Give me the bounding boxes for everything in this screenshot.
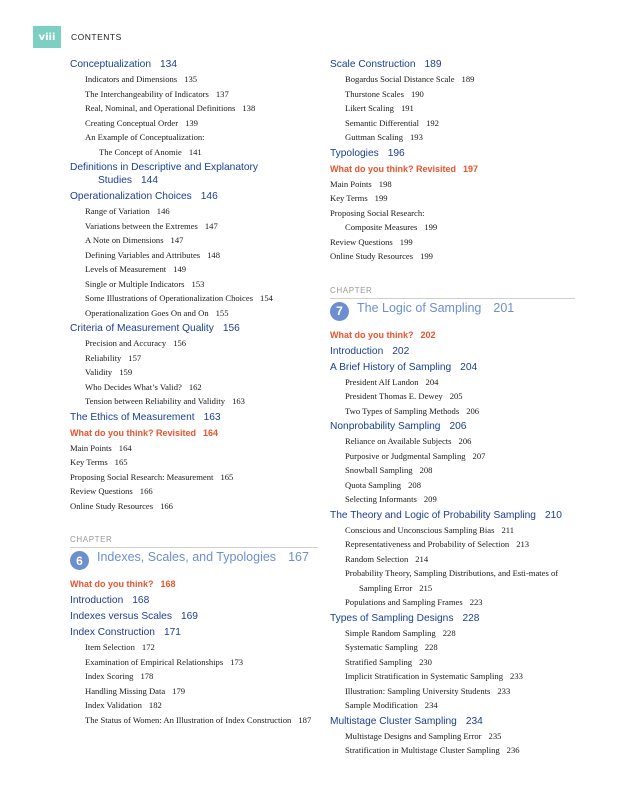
toc-page-number: 190	[410, 88, 424, 99]
toc-page-number: 135	[184, 74, 198, 84]
toc-page-number: 182	[148, 700, 162, 710]
toc-entry-title: Stratification in Multistage Cluster Sampling	[345, 745, 500, 755]
toc-entry-title: Implicit Stratification in Systematic Sampling	[345, 671, 504, 681]
toc-subsection-entry[interactable]	[330, 101, 575, 116]
toc-end-matter-entry[interactable]	[70, 484, 318, 499]
toc-section-heading[interactable]	[70, 56, 318, 72]
toc-section-heading[interactable]	[70, 608, 318, 624]
toc-entry-title: Index Validation	[85, 700, 142, 710]
toc-subsection-entry[interactable]	[330, 492, 575, 507]
section-spacer	[330, 264, 575, 280]
toc-page-number: 193	[410, 132, 423, 142]
toc-section-heading[interactable]	[70, 320, 318, 336]
toc-page-number: 137	[215, 88, 229, 99]
toc-subsection-entry[interactable]	[330, 566, 575, 595]
toc-subsection-entry[interactable]	[330, 434, 575, 449]
toc-entry-title: Simple Random Sampling	[345, 627, 436, 638]
toc-page-number: 205	[449, 391, 463, 401]
toc-subsection-entry[interactable]	[330, 640, 575, 655]
toc-entry-title: Sample Modification	[345, 700, 418, 710]
toc-entry-title: Types of Sampling Designs	[330, 612, 454, 624]
toc-page-number: 138	[242, 103, 256, 113]
toc-entry-title: Reliance on Available Subjects	[345, 436, 452, 446]
toc-subsection-entry[interactable]	[330, 729, 575, 744]
toc-page-number: 179	[172, 685, 186, 696]
toc-page-number: 173	[230, 656, 244, 667]
toc-subsection-entry[interactable]	[330, 116, 575, 131]
toc-page-number: 202	[392, 345, 410, 357]
toc-section-heading[interactable]	[330, 610, 575, 626]
toc-entry-title: Thurstone Scales	[345, 88, 404, 99]
toc-subsection-entry[interactable]	[70, 698, 318, 713]
toc-subsection-entry[interactable]	[70, 145, 318, 160]
toc-page-number: 169	[180, 611, 198, 622]
toc-section-heading[interactable]	[330, 56, 575, 72]
toc-page-number: 206	[449, 421, 467, 432]
toc-entry-title: An Example of Conceptualization:	[85, 132, 205, 142]
toc-page-number: 210	[544, 509, 562, 521]
toc-entry-title: Conscious and Unconscious Sampling Bias	[345, 524, 495, 535]
toc-subsection-entry[interactable]	[70, 291, 318, 306]
toc-page-number: 172	[141, 642, 155, 652]
toc-section-heading[interactable]	[330, 418, 575, 434]
toc-subsection-entry[interactable]	[330, 743, 575, 758]
toc-entry-title: President Thomas E. Dewey	[345, 391, 443, 401]
toc-page-number: 223	[469, 597, 483, 607]
toc-page-number: 228	[424, 642, 438, 652]
toc-subsection-entry[interactable]	[330, 478, 575, 493]
chapter-number-badge: 6	[70, 551, 89, 570]
toc-entry-title: Main Points	[330, 178, 372, 189]
toc-page-number: 207	[472, 450, 486, 461]
toc-page-number: 147	[204, 220, 218, 231]
toc-page-number: 234	[465, 715, 483, 727]
toc-subsection-entry[interactable]	[70, 277, 318, 292]
toc-section-heading[interactable]	[70, 592, 318, 608]
toc-end-matter-entry[interactable]	[330, 235, 575, 250]
toc-end-matter-entry[interactable]	[70, 499, 318, 514]
toc-subsection-entry[interactable]	[70, 365, 318, 380]
toc-subsection-entry[interactable]	[70, 87, 318, 102]
toc-subsection-entry[interactable]	[70, 669, 318, 684]
toc-page-number: 199	[374, 193, 388, 203]
toc-entry-title: Systematic Sampling	[345, 642, 418, 652]
toc-subsection-entry[interactable]	[70, 248, 318, 263]
toc-page-number: 153	[191, 278, 205, 289]
chapter-title	[97, 550, 309, 564]
toc-entry-title: Likert Scaling	[345, 103, 394, 113]
toc-page-number: 163	[203, 411, 221, 423]
toc-page-number: 206	[466, 405, 480, 416]
toc-section-heading[interactable]	[70, 624, 318, 640]
toc-page-number: 228	[462, 612, 480, 624]
toc-page-number: 155	[215, 307, 229, 318]
toc-entry-title: Index Scoring	[85, 671, 134, 681]
toc-entry-title: The Interchangeability of Indicators	[85, 88, 209, 99]
toc-section-heading[interactable]	[330, 145, 575, 161]
toc-entry-title: Review Questions	[330, 236, 393, 247]
toc-entry-title: Validity	[85, 367, 113, 377]
page-folio: viii	[33, 26, 61, 48]
toc-page-number: 208	[408, 479, 421, 490]
toc-page-number: 215	[419, 582, 433, 593]
toc-entry-title: Range of Variation	[85, 206, 150, 216]
toc-section-heading[interactable]	[70, 159, 318, 188]
chapter-title-text: The Logic of Sampling	[357, 300, 482, 315]
toc-entry-title: Creating Conceptual Order	[85, 117, 179, 128]
toc-subsection-entry[interactable]	[330, 655, 575, 670]
toc-right-column	[330, 56, 575, 758]
toc-subsection-entry[interactable]	[70, 394, 318, 409]
toc-entry-title: What do you think?	[70, 579, 154, 589]
toc-page-number: 149	[173, 264, 187, 274]
toc-section-heading[interactable]	[70, 188, 318, 204]
toc-subsection-entry[interactable]	[70, 306, 318, 321]
toc-subsection-entry[interactable]	[70, 351, 318, 366]
toc-page-number: 165	[114, 457, 128, 467]
toc-entry-title: Criteria of Measurement Quality	[70, 323, 214, 334]
toc-subsection-entry[interactable]	[70, 380, 318, 395]
toc-subsection-entry[interactable]	[330, 375, 575, 390]
toc-page-number: 191	[400, 103, 414, 113]
chapter-page-number: 167	[288, 550, 309, 564]
toc-end-matter-entry[interactable]	[70, 441, 318, 456]
toc-entry-title: Multistage Designs and Sampling Error	[345, 730, 482, 741]
chapter-divider	[70, 547, 318, 548]
toc-entry-title: Quota Sampling	[345, 479, 402, 490]
toc-page-number: 196	[387, 147, 405, 159]
toc-end-matter-entry[interactable]	[330, 249, 575, 264]
toc-entry-title: Key Terms	[70, 457, 108, 467]
toc-entry-title: Introduction	[70, 595, 124, 606]
toc-entry-title: Guttman Scaling	[345, 132, 403, 142]
toc-end-matter-entry[interactable]	[330, 206, 575, 221]
toc-subsection-entry[interactable]	[70, 101, 318, 116]
toc-entry-title: Composite Measures	[345, 222, 418, 232]
toc-end-matter-entry[interactable]	[70, 455, 318, 470]
toc-entry-title: Conceptualization	[70, 59, 151, 70]
toc-page-number: 163	[232, 396, 245, 406]
toc-entry-title: Single or Multiple Indicators	[85, 278, 185, 289]
toc-page-number: 146	[156, 206, 170, 216]
chapter-label: CHAPTER	[330, 285, 373, 295]
toc-entry-title: Reliability	[85, 352, 122, 363]
toc-page-number: 168	[160, 579, 176, 589]
toc-section-heading[interactable]	[330, 713, 575, 729]
toc-page-number: 198	[378, 178, 392, 189]
toc-entry-title: Online Study Resources	[70, 500, 154, 511]
toc-entry-title: Operationalization Goes On and On	[85, 307, 209, 318]
toc-subsection-entry[interactable]	[70, 336, 318, 351]
toc-page-number: 187	[298, 714, 312, 725]
toc-page-number: 156	[222, 323, 240, 334]
toc-page-number: 206	[458, 436, 472, 446]
toc-entry-title: Real, Nominal, and Operational Definitions	[85, 103, 236, 113]
toc-subsection-entry[interactable]	[70, 640, 318, 655]
chapter-page-number: 201	[493, 300, 515, 315]
toc-entry-title: Handling Missing Data	[85, 685, 166, 696]
toc-page-number: 164	[118, 442, 132, 453]
toc-entry-title: Proposing Social Research: Measurement	[70, 471, 214, 482]
toc-page-number: 192	[426, 117, 439, 128]
toc-entry-title: Proposing Social Research:	[330, 207, 425, 218]
toc-entry-title: Levels of Measurement	[85, 264, 167, 274]
toc-feature-entry[interactable]	[70, 576, 318, 592]
toc-entry-title: Illustration: Sampling University Students	[345, 685, 491, 696]
toc-entry-title: President Alf Landon	[345, 376, 419, 387]
toc-subsection-entry[interactable]	[330, 684, 575, 699]
toc-page-number: 230	[419, 656, 432, 667]
toc-end-matter-entry[interactable]	[70, 470, 318, 485]
toc-entry-title: Tension between Reliability and Validity	[85, 396, 226, 406]
toc-entry-title: What do you think? Revisited	[70, 427, 197, 438]
toc-entry-title: Definitions in Descriptive and Explanatory Studies	[70, 162, 258, 186]
toc-page-number: 171	[163, 627, 181, 638]
toc-subsection-entry[interactable]	[330, 463, 575, 478]
toc-entry-title: The Ethics of Measurement	[70, 411, 195, 423]
chapter-heading[interactable]	[70, 550, 318, 570]
toc-page-number: 168	[132, 595, 150, 606]
toc-page-number: 211	[501, 524, 515, 535]
toc-end-matter-entry[interactable]	[330, 177, 575, 192]
toc-entry-title: Nonprobability Sampling	[330, 421, 441, 432]
toc-entry-title: A Brief History of Sampling	[330, 361, 452, 373]
toc-subsection-entry[interactable]	[330, 698, 575, 713]
toc-page-number: 146	[200, 191, 218, 202]
toc-page-number: 233	[497, 685, 511, 696]
chapter-title	[357, 301, 514, 315]
toc-subsection-entry[interactable]	[70, 655, 318, 670]
toc-subsection-entry[interactable]	[330, 537, 575, 552]
toc-entry-title: Two Types of Sampling Methods	[345, 405, 460, 416]
toc-page-number: 199	[420, 251, 433, 261]
toc-entry-title: Some Illustrations of Operationalization Choices	[85, 293, 254, 303]
toc-section-heading[interactable]	[330, 507, 575, 523]
toc-page-number: 236	[506, 745, 520, 755]
toc-subsection-entry[interactable]	[330, 220, 575, 235]
toc-subsection-entry[interactable]	[330, 449, 575, 464]
toc-entry-title: Purposive or Judgmental Sampling	[345, 450, 466, 461]
toc-entry-title: Multistage Cluster Sampling	[330, 715, 457, 727]
toc-subsection-entry[interactable]	[70, 72, 318, 87]
toc-subsection-entry[interactable]	[330, 404, 575, 419]
toc-page-number: 214	[415, 553, 429, 564]
toc-subsection-entry[interactable]	[330, 87, 575, 102]
toc-subsection-entry[interactable]	[70, 130, 318, 145]
toc-page-number: 189	[461, 74, 475, 84]
toc-page-number: 213	[516, 539, 530, 549]
toc-entry-title: Item Selection	[85, 642, 135, 652]
toc-subsection-entry[interactable]	[330, 595, 575, 610]
toc-entry-title: Precision and Accuracy	[85, 338, 167, 348]
toc-entry-title: The Theory and Logic of Probability Sampling	[330, 509, 536, 521]
toc-section-heading[interactable]	[330, 343, 575, 359]
toc-entry-title: Indexes versus Scales	[70, 611, 172, 622]
toc-page-number: 233	[510, 671, 523, 681]
toc-entry-title: Typologies	[330, 147, 379, 159]
toc-page-number: 204	[460, 361, 478, 373]
toc-feature-entry[interactable]	[70, 425, 318, 441]
toc-page-number: 134	[160, 59, 177, 70]
toc-entry-title: Stratified Sampling	[345, 656, 413, 667]
toc-section-heading[interactable]	[330, 359, 575, 375]
toc-entry-title: Indicators and Dimensions	[85, 74, 178, 84]
toc-page-number: 202	[420, 329, 436, 340]
toc-entry-title: Snowball Sampling	[345, 465, 413, 475]
toc-end-matter-entry[interactable]	[330, 191, 575, 206]
toc-page-number: 166	[139, 486, 153, 496]
toc-feature-entry[interactable]	[330, 161, 575, 177]
toc-subsection-entry[interactable]	[70, 219, 318, 234]
toc-entry-title: Online Study Resources	[330, 251, 414, 261]
toc-page-number: 139	[185, 117, 198, 128]
toc-subsection-entry[interactable]	[70, 204, 318, 219]
chapter-divider	[330, 298, 575, 299]
toc-page-number: 147	[170, 235, 184, 245]
toc-entry-title: Index Construction	[70, 627, 155, 638]
chapter-heading[interactable]	[330, 301, 575, 321]
toc-subsection-entry[interactable]	[70, 116, 318, 131]
toc-page-number: 208	[419, 465, 433, 475]
section-spacer	[70, 513, 318, 529]
toc-entry-title: Semantic Differential	[345, 117, 420, 128]
toc-entry-title: Defining Variables and Attributes	[85, 249, 201, 260]
toc-page-number: 178	[140, 671, 154, 681]
toc-subsection-entry[interactable]	[70, 233, 318, 248]
toc-page-number: 166	[160, 500, 173, 511]
toc-page-number: 197	[463, 163, 479, 174]
toc-entry-title: Populations and Sampling Frames	[345, 597, 463, 607]
toc-subsection-entry[interactable]	[70, 713, 318, 728]
toc-subsection-entry[interactable]	[70, 262, 318, 277]
toc-page-number: 234	[424, 700, 438, 710]
toc-entry-title: Variations between the Extremes	[85, 220, 198, 231]
toc-entry-title: Representativeness and Probability of Selection	[345, 539, 510, 549]
chapter-title-text: Indexes, Scales, and Typologies	[97, 550, 277, 564]
toc-entry-title: Operationalization Choices	[70, 191, 192, 202]
toc-page-number: 199	[424, 222, 438, 232]
toc-entry-title: Introduction	[330, 345, 384, 357]
toc-entry-title: Random Selection	[345, 553, 409, 564]
toc-entry-title: Bogardus Social Distance Scale	[345, 74, 455, 84]
toc-entry-title: Examination of Empirical Relationships	[85, 656, 224, 667]
chapter-number-badge: 7	[330, 302, 349, 321]
toc-page-number: 148	[207, 249, 221, 260]
toc-page-number: 165	[220, 471, 234, 482]
toc-subsection-entry[interactable]	[330, 669, 575, 684]
toc-subsection-entry[interactable]	[70, 684, 318, 699]
toc-page-number: 209	[423, 494, 437, 504]
toc-entry-title: What do you think? Revisited	[330, 163, 457, 174]
toc-entry-title: Scale Construction	[330, 59, 416, 70]
toc-page-number: 141	[188, 146, 202, 157]
toc-page-number: 156	[173, 338, 187, 348]
toc-page-number: 189	[424, 59, 442, 70]
toc-page-number: 154	[260, 293, 273, 303]
toc-subsection-entry[interactable]	[330, 389, 575, 404]
toc-page-number: 157	[128, 352, 142, 363]
toc-page-number: 235	[488, 730, 502, 741]
toc-page-number: 162	[188, 381, 202, 392]
toc-section-heading[interactable]	[70, 409, 318, 425]
toc-subsection-entry[interactable]	[330, 523, 575, 538]
toc-page-number: 164	[203, 427, 219, 438]
toc-page-number: 228	[442, 627, 456, 638]
chapter-label: CHAPTER	[70, 535, 113, 544]
toc-feature-entry[interactable]	[330, 327, 575, 343]
toc-entry-title: The Status of Women: An Illustration of Index Construction	[85, 714, 292, 725]
toc-entry-title: A Note on Dimensions	[85, 235, 164, 245]
toc-entry-title: Probability Theory, Sampling Distributions, and Esti-mates of Sampling Error	[345, 568, 559, 593]
toc-subsection-entry[interactable]	[330, 626, 575, 641]
toc-entry-title: What do you think?	[330, 329, 414, 340]
toc-subsection-entry[interactable]	[330, 552, 575, 567]
toc-entry-title: Key Terms	[330, 193, 368, 203]
toc-left-column	[70, 56, 318, 727]
toc-subsection-entry[interactable]	[330, 72, 575, 87]
toc-page-number: 159	[119, 367, 133, 377]
running-title: CONTENTS	[71, 32, 122, 42]
toc-page-number: 144	[140, 175, 158, 186]
toc-entry-title: Selecting Informants	[345, 494, 417, 504]
toc-entry-title: Main Points	[70, 442, 112, 453]
toc-entry-title: Review Questions	[70, 486, 133, 496]
toc-page-number: 204	[425, 376, 439, 387]
toc-entry-title: Who Decides What’s Valid?	[85, 381, 182, 392]
toc-page-number: 199	[399, 236, 413, 247]
toc-subsection-entry[interactable]	[330, 130, 575, 145]
toc-entry-title: The Concept of Anomie	[99, 146, 182, 157]
